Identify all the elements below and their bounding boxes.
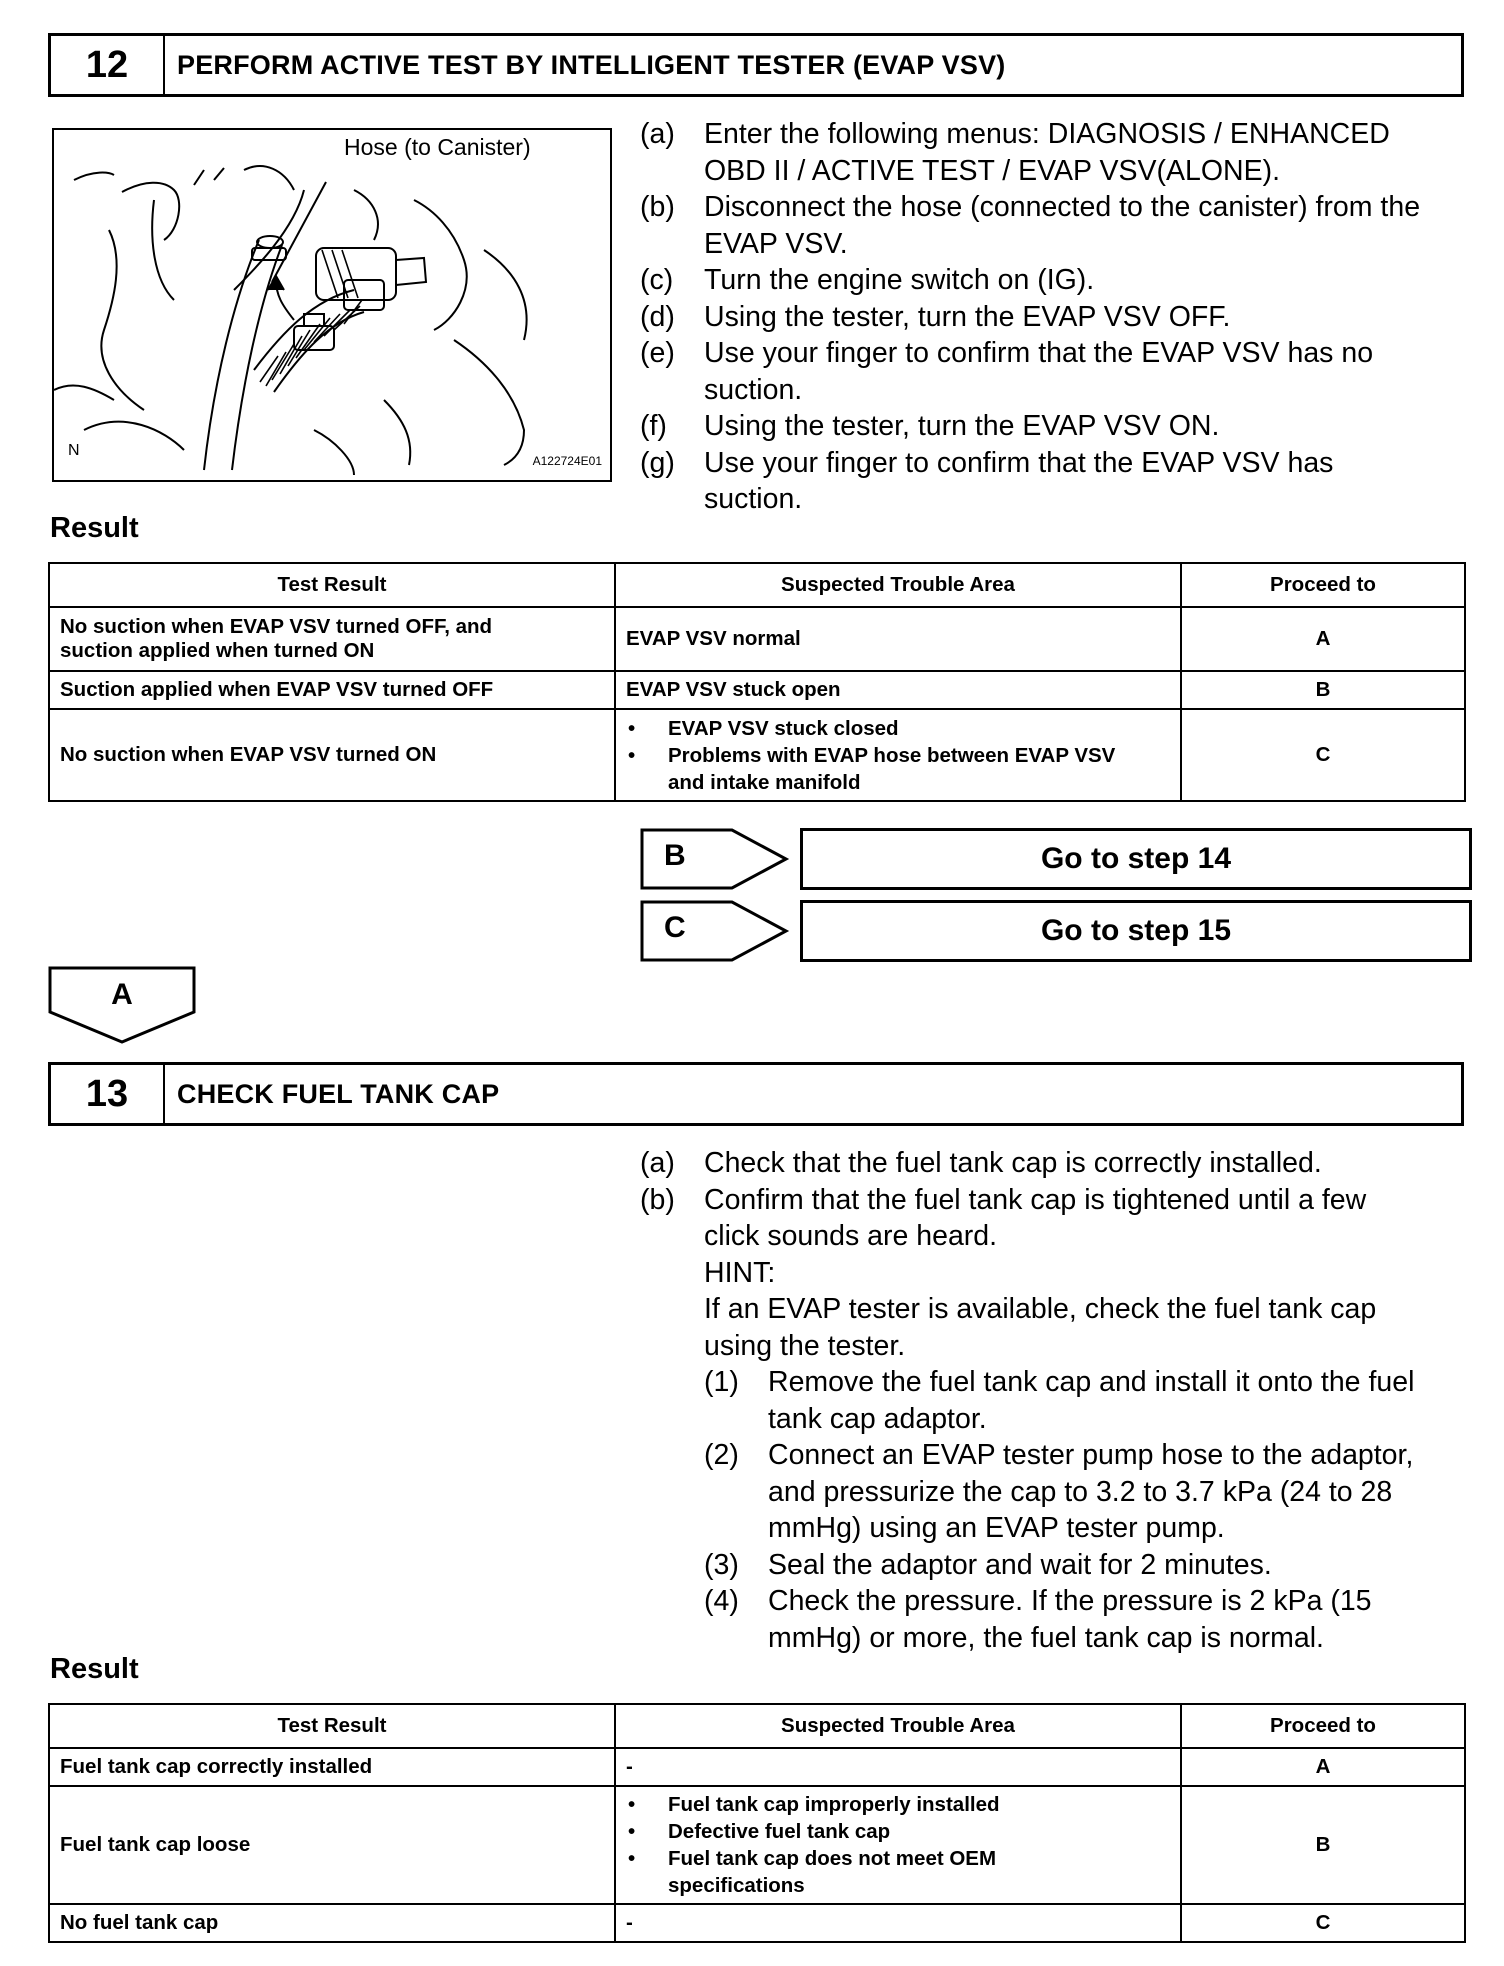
proceed-arrow-b bbox=[640, 828, 790, 890]
test-result-cell: No suction when EVAP VSV turned OFF, and suction applied when turned ON bbox=[49, 607, 615, 671]
go-to-step-15-link[interactable]: Go to step 15 bbox=[800, 900, 1472, 962]
engine-illustration bbox=[54, 130, 610, 480]
figure-callout: Hose (to Canister) bbox=[344, 134, 531, 160]
proceed-arrow-c bbox=[640, 900, 790, 962]
step-13-instructions bbox=[640, 1145, 1470, 1656]
evap-vsv-figure bbox=[52, 128, 612, 482]
trouble-area-cell: EVAP VSV stuck open bbox=[615, 671, 1181, 709]
step-number: 13 bbox=[51, 1065, 165, 1123]
test-result-cell: Fuel tank cap loose bbox=[49, 1786, 615, 1904]
substep-item: (4) Check the pressure. If the pressure is 2 kPa (15 mmHg) or more, the fuel tank cap is normal. bbox=[704, 1585, 1372, 1654]
substep-item: (2) Connect an EVAP tester pump hose to the adaptor, and pressurize the cap to 3.2 to 3.7 kPa (24 to 28 mmHg) using an EVAP tester pump. bbox=[704, 1439, 1414, 1544]
substep-item: (3) Seal the adaptor and wait for 2 minutes. bbox=[704, 1548, 1272, 1581]
list-item: • Fuel tank cap improperly installed bbox=[628, 1793, 1000, 1816]
figure-corner-mark: N bbox=[68, 442, 80, 459]
table-header-row bbox=[49, 563, 1465, 607]
test-result-cell: Fuel tank cap correctly installed bbox=[49, 1748, 615, 1786]
column-header: Test Result bbox=[49, 563, 615, 607]
step-number: 12 bbox=[51, 36, 165, 94]
result-heading: Result bbox=[50, 1653, 139, 1685]
step-13-header bbox=[48, 1062, 1464, 1126]
result-heading: Result bbox=[50, 512, 139, 544]
test-result-cell: Suction applied when EVAP VSV turned OFF bbox=[49, 671, 615, 709]
trouble-area-cell bbox=[615, 1786, 1181, 1904]
trouble-area-list bbox=[626, 1791, 1170, 1899]
instruction-item: (a) Check that the fuel tank cap is correctly installed. bbox=[640, 1147, 1322, 1179]
figure-id: A122724E01 bbox=[532, 454, 602, 468]
trouble-area-cell: EVAP VSV normal bbox=[615, 607, 1181, 671]
arrow-right-icon bbox=[640, 828, 790, 890]
step-title: CHECK FUEL TANK CAP bbox=[177, 1078, 500, 1109]
instruction-item: (c) Turn the engine switch on (IG). bbox=[640, 264, 1095, 296]
trouble-area-cell bbox=[615, 709, 1181, 801]
column-header: Proceed to bbox=[1181, 563, 1465, 607]
test-result-cell: No suction when EVAP VSV turned ON bbox=[49, 709, 615, 801]
table-row bbox=[49, 671, 1465, 709]
proceed-cell: A bbox=[1181, 607, 1465, 671]
instruction-item: (d) Using the tester, turn the EVAP VSV OFF. bbox=[640, 300, 1231, 333]
instruction-item: (f) Using the tester, turn the EVAP VSV ON. bbox=[640, 410, 1220, 442]
proceed-cell: B bbox=[1181, 1786, 1465, 1904]
step-12-result-table bbox=[48, 562, 1466, 802]
list-item: • Fuel tank cap does not meet OEM specifications bbox=[628, 1847, 997, 1897]
proceed-arrow-a bbox=[48, 966, 196, 1044]
step-title: PERFORM ACTIVE TEST BY INTELLIGENT TESTER (EVAP VSV) bbox=[177, 49, 1006, 80]
column-header: Suspected Trouble Area bbox=[615, 563, 1181, 607]
table-row bbox=[49, 709, 1465, 801]
proceed-code: C bbox=[664, 911, 686, 944]
column-header: Proceed to bbox=[1181, 1704, 1465, 1748]
instruction-item: (a) Enter the following menus: DIAGNOSIS / ENHANCED OBD II / ACTIVE TEST / EVAP VSV(ALONE). bbox=[640, 118, 1390, 187]
table-header-row bbox=[49, 1704, 1465, 1748]
instruction-item: (g) Use your finger to confirm that the EVAP VSV has suction. bbox=[640, 446, 1334, 515]
table-row bbox=[49, 1748, 1465, 1786]
substep-item: (1) Remove the fuel tank cap and install it onto the fuel tank cap adaptor. bbox=[704, 1366, 1415, 1435]
table-row bbox=[49, 607, 1465, 671]
trouble-area-cell: - bbox=[615, 1748, 1181, 1786]
column-header: Test Result bbox=[49, 1704, 615, 1748]
list-item: • Problems with EVAP hose between EVAP VSV and intake manifold bbox=[628, 743, 1116, 794]
test-result-cell: No fuel tank cap bbox=[49, 1904, 615, 1942]
proceed-code: B bbox=[664, 839, 686, 872]
instruction-item: (b) Confirm that the fuel tank cap is tightened until a few click sounds are heard. HINT: If an EVAP tester is available, check the fuel tank cap using the tester. (1) Remove the fuel tank cap and install it onto the fuel tank cap adaptor. (2) Connect an EVAP tester pump hose to the adaptor, and pressurize the cap to 3.2 to 3.7 kPa (24 to 28 mmHg) using an EVAP tester pump. (3) Seal the adaptor and wait for 2 minutes. (4) Check the pressure. If the pressure is 2 kPa (15 mmHg) or more, the fuel tank cap is normal. bbox=[640, 1182, 1470, 1657]
proceed-cell: B bbox=[1181, 671, 1465, 709]
instruction-item: (e) Use your finger to confirm that the EVAP VSV has no suction. bbox=[640, 337, 1374, 406]
instruction-item: (b) Disconnect the hose (connected to the canister) from the EVAP VSV. bbox=[640, 191, 1421, 260]
list-item: • Defective fuel tank cap bbox=[628, 1820, 891, 1843]
table-row bbox=[49, 1786, 1465, 1904]
step-12-instructions bbox=[640, 116, 1470, 518]
list-item: • EVAP VSV stuck closed bbox=[628, 716, 899, 740]
step-13-result-table bbox=[48, 1703, 1466, 1943]
step-12-header bbox=[48, 33, 1464, 97]
proceed-cell: C bbox=[1181, 1904, 1465, 1942]
trouble-area-cell: - bbox=[615, 1904, 1181, 1942]
arrow-right-icon bbox=[640, 900, 790, 962]
proceed-cell: A bbox=[1181, 1748, 1465, 1786]
hint-label: HINT: bbox=[704, 1256, 776, 1289]
proceed-cell: C bbox=[1181, 709, 1465, 801]
go-to-step-14-link[interactable]: Go to step 14 bbox=[800, 828, 1472, 890]
proceed-code: A bbox=[111, 978, 133, 1011]
table-row bbox=[49, 1904, 1465, 1942]
trouble-area-list bbox=[626, 715, 1170, 796]
column-header: Suspected Trouble Area bbox=[615, 1704, 1181, 1748]
